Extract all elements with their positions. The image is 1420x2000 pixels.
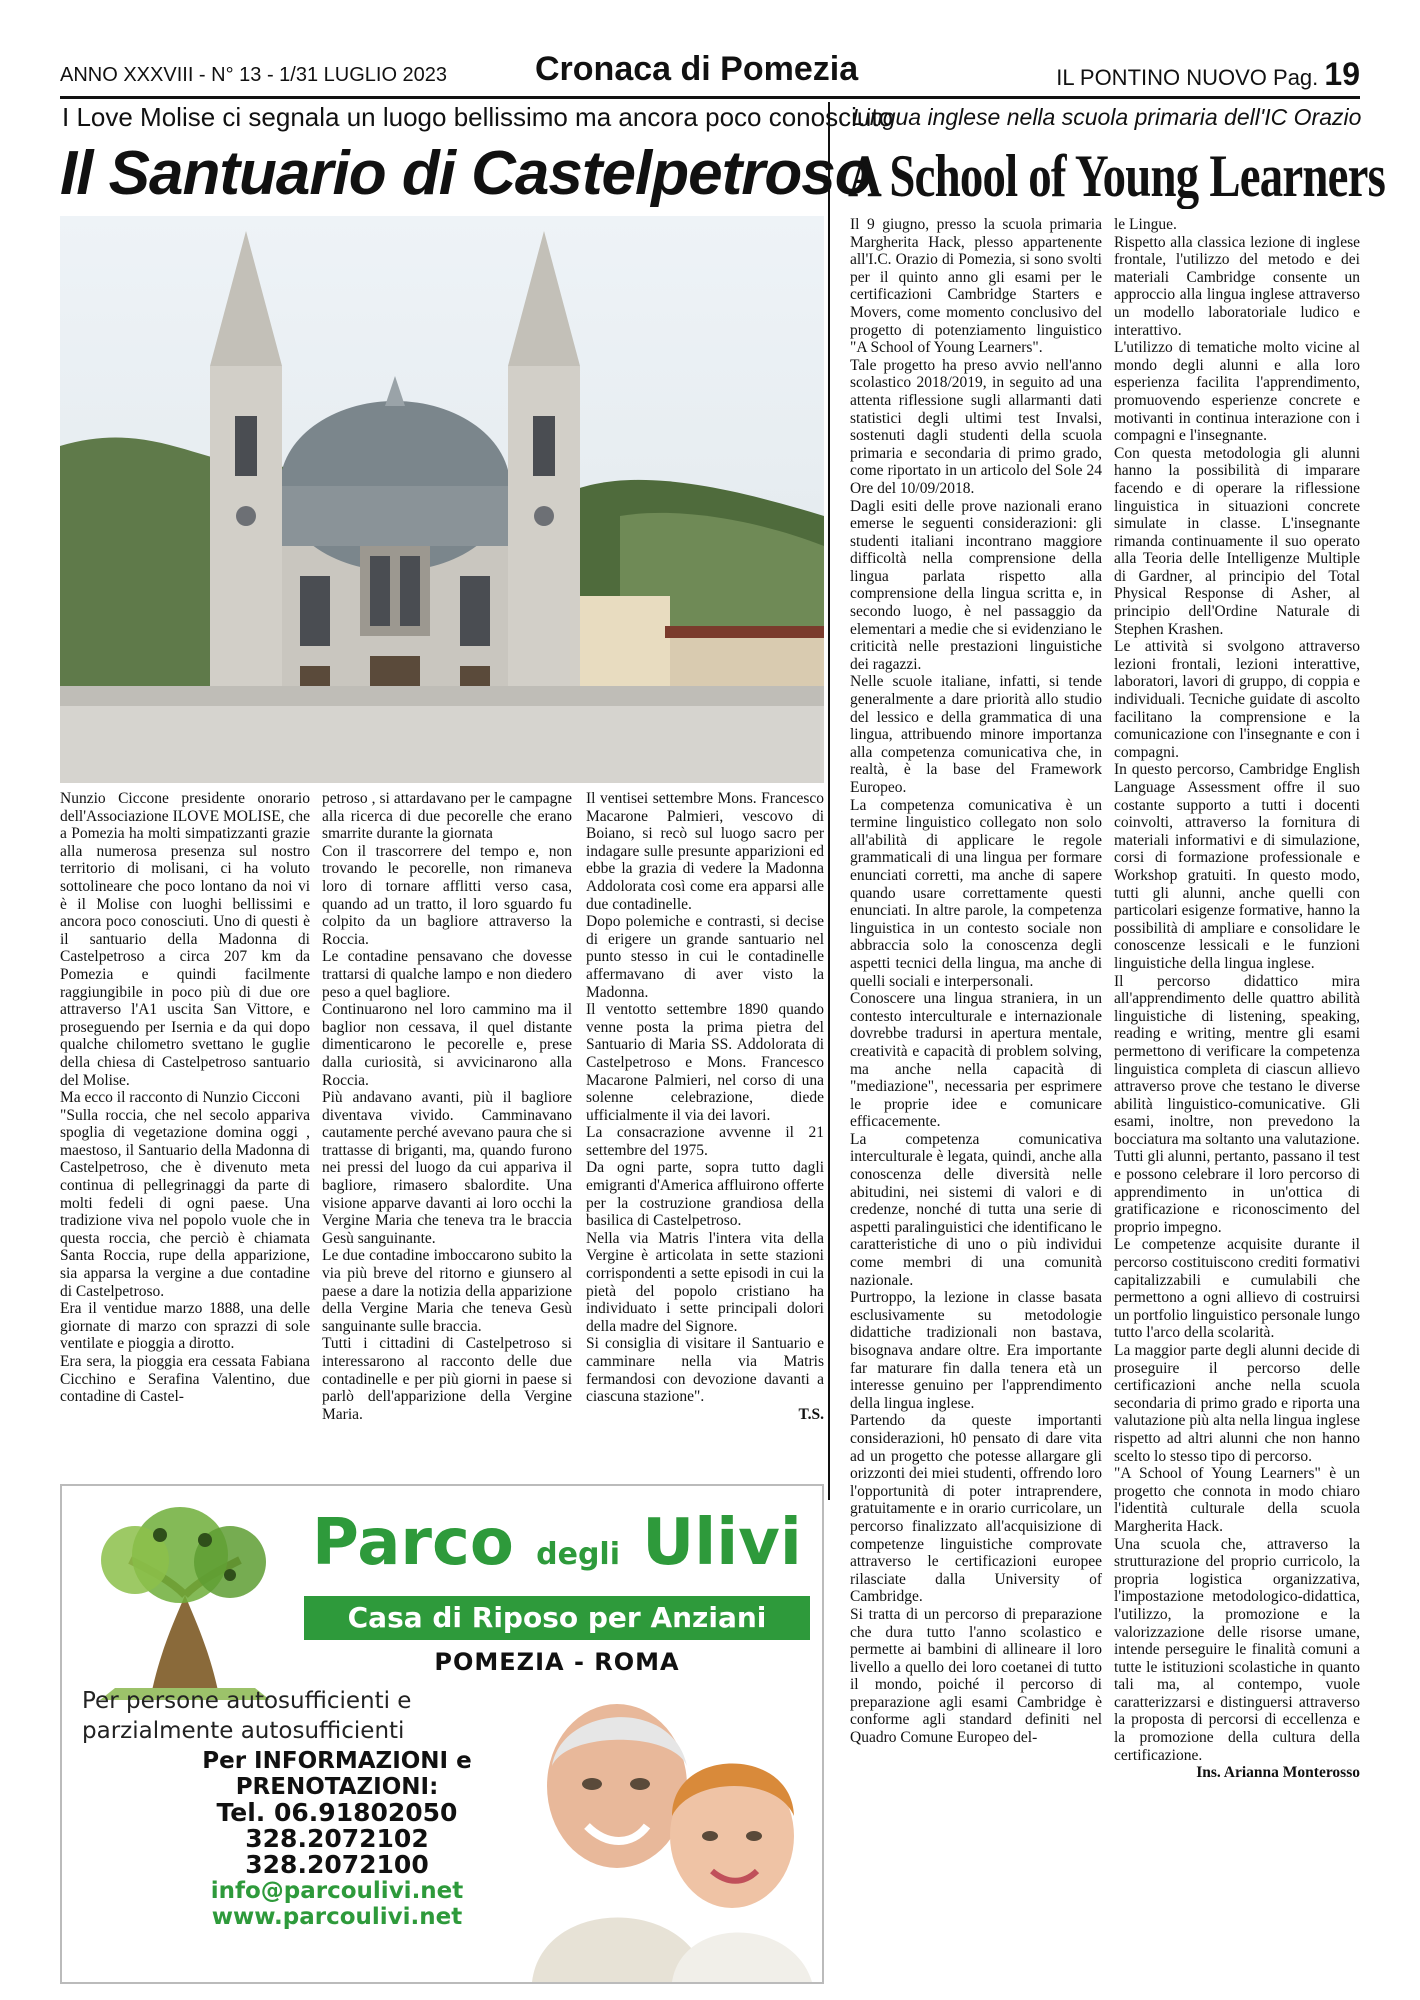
publication-name: IL PONTINO NUOVO Pag. [1056, 65, 1319, 90]
brand-word-3: Ulivi [642, 1506, 802, 1580]
ad-brand-name [312, 1506, 802, 1580]
column-divider [828, 102, 830, 1500]
right-article-column-2 [1114, 216, 1360, 1986]
paragraph: Era sera, la pioggia era cessata Fabiana Cicchino e Serafina Valentino, due contadine di Castel- [60, 1353, 310, 1406]
paragraph: Il percorso didattico mira all'apprendimento delle quattro abilità linguistiche di listening, speaking, reading e writing, mentre gli esami permettono di verificare la competenza linguistica completa di ciascun allievo attraverso prove che testano le diverse abilità linguistico-comunicative. Gli esami, inoltre, non prevedono la bocciatura ma soltanto una valutazione. [1114, 972, 1360, 1148]
paragraph: Più andavano avanti, più il bagliore diventava vivido. Camminavano cautamente perché avevano paura che si trattasse di briganti, ma, quando furono nei pressi del luogo da cui appariva il bagliore, rimasero sbalordite. Una visione apparve davanti ai loro occhi la Vergine Maria che teneva tra le braccia Gesù sanguinante. [322, 1089, 572, 1247]
paragraph: Nella via Matris l'intera vita della Vergine è articolata in sette stazioni corrispondenti a sette episodi in cui la pietà del popolo cristiano ha individuato i sette principali dolori della madre del Signore. [586, 1229, 824, 1335]
ad-website-link[interactable]: www.parcoulivi.net [211, 1904, 463, 1930]
left-article-column-1 [60, 790, 310, 1465]
paragraph: Si consiglia di visitare il Santuario e camminare nella via Matris fermandosi con devozione davanti a ciascuna stazione". [586, 1335, 824, 1406]
paragraph: Il ventisei settembre Mons. Francesco Macarone Palmieri, vescovo di Boiano, si recò sul luogo sacro per indagare sulle presunte apparizioni ed ebbe la grazia di vedere la Madonna Addolorata così come era apparsi alle due contadinelle. [586, 790, 824, 913]
sanctuary-photo [60, 216, 824, 783]
page-number: 19 [1324, 56, 1360, 92]
brand-word-1: Parco [312, 1506, 514, 1580]
left-article-column-2 [322, 790, 572, 1465]
paragraph: Purtroppo, la lezione in classe basata esclusivamente su metodologie didattiche tradizionali non bastava, bisognava andare oltre. Era importante far maturare fin dalla tenera età un interesse genuino per l'apprendimento della lingua inglese. [850, 1289, 1102, 1412]
paragraph: Ma ecco il racconto di Nunzio Cicconi [60, 1089, 301, 1107]
ad-telephone[interactable]: Tel. 06.91802050 [216, 1798, 458, 1827]
paragraph: La consacrazione avvenne il 21 settembre del 1975. [586, 1124, 824, 1159]
right-article-column-1 [850, 216, 1102, 1986]
paragraph: petroso , si attardavano per le campagne alla ricerca di due pecorelle che erano smarrite durante la giornata [322, 790, 572, 843]
paragraph: La maggior parte degli alunni decide di proseguire il percorso delle certificazioni anche nella scuola secondaria di primo grado e riporta una valutazione più alta nella lingua inglese rispetto ad altri alunni che non hanno scelto lo stesso tipo di percorso. [1114, 1342, 1360, 1465]
header-rule [60, 96, 1360, 99]
publication-info [1056, 56, 1360, 93]
issue-info: ANNO XXXVIII - N° 13 - 1/31 LUGLIO 2023 [60, 64, 448, 86]
right-headline: A School of Young Learners [848, 143, 1386, 209]
olive-tree-icon [80, 1500, 290, 1700]
paragraph: Tale progetto ha preso avvio nell'anno scolastico 2018/2019, in seguito ad una attenta riflessione sugli allarmanti dati statistici degli ultimi test Invalsi, sostenuti dagli studenti della scuola primaria e secondaria di primo grado, come riportato in un articolo del Sole 24 Ore del 10/09/2018. [850, 356, 1102, 497]
paragraph: "A School of Young Learners" è un progetto che connota in modo chiaro l'identità culturale della scuola Margherita Hack. [1114, 1465, 1360, 1535]
paragraph: In questo percorso, Cambridge English Language Assessment offre il suo costante supporto a tutti i docenti coinvolti, attraverso la fornitura di materiali informativi e di simulazione, corsi di formazione professionale e Workshop gratuiti. In questo modo, tutti gli alunni, anche quelli con particolari esigenze formative, hanno la possibilità di ampliare e consolidare le conoscenze lessicali e le funzioni linguistiche della lingua inglese. [1114, 761, 1360, 972]
paragraph: Si tratta di un percorso di preparazione che dura tutto l'anno scolastico e permette ai bambini di allineare il loro livello a quello dei loro coetanei di tutto il mondo, poiché il percorso di preparazione agli esami Cambridge è conforme agli standard definiti nel Quadro Comune Europeo del- [850, 1605, 1102, 1747]
paragraph: Le competenze acquisite durante il percorso costituiscono crediti formativi capitalizzabili e cumulabili che permettono a ogni allievo di costruirsi un portfolio linguistico personale lungo tutto l'arco della scolarità. [1114, 1236, 1360, 1342]
ad-mobile-1[interactable]: 328.2072102 [245, 1824, 429, 1853]
paragraph: Era il ventidue marzo 1888, una delle giornate di marzo con sprazzi di sole ventilate e pioggia a dirotto. [60, 1300, 310, 1353]
section-title: Cronaca di Pomezia [535, 50, 859, 88]
paragraph: le Lingue. [1114, 216, 1177, 233]
ad-city: POMEZIA - ROMA [434, 1648, 680, 1676]
paragraph: Le due contadine imboccarono subito la via più breve del ritorno e giunsero al paese a dare la notizia della apparizione della Vergine Maria che teneva Gesù sanguinante sulle braccia. [322, 1247, 572, 1335]
ad-contact-block [172, 1748, 502, 1930]
paragraph: Tutti gli alunni, pertanto, passano il test e possono celebrare il loro percorso di apprendimento in un'ottica di gratificazione e riconoscimento del proprio impegno. [1114, 1148, 1360, 1236]
ad-subtitle: Casa di Riposo per Anziani [304, 1596, 810, 1640]
paragraph: Conoscere una lingua straniera, in un contesto interculturale e internazionale dovrebbe tradursi in apertura mentale, creatività e capacità di problem solving, ma anche nella capacità di "mediazione", necessaria per esprimere le proprie idee e comunicare efficacemente. [850, 990, 1102, 1131]
ad-audience-line-1: Per persone autosufficienti e [82, 1688, 412, 1714]
paragraph: Il 9 giugno, presso la scuola primaria Margherita Hack, plesso appartenente all'I.C. Orazio di Pomezia, si sono svolti per il quinto anno gli esami per le certificazioni Cambridge Starters e Movers, come momento conclusivo del progetto di potenziamento linguistico "A School of Young Learners". [850, 216, 1102, 357]
paragraph: Con il trascorrere del tempo e, non trovando le pecorelle, non rimaneva loro di tornare afflitti verso casa, quando ad un tratto, il loro sguardo fu colpito da un bagliore attraverso la Roccia. [322, 842, 572, 948]
left-article-column-3 [586, 790, 824, 1470]
ad-email-link[interactable]: info@parcoulivi.net [210, 1878, 464, 1904]
right-article-signature: Ins. Arianna Monterosso [1196, 1764, 1360, 1782]
paragraph: Con questa metodologia gli alunni hanno la possibilità di imparare facendo e di operare la riflessione linguistica in situazioni concrete simulate in classe. L'insegnante rimanda continuamente il suo operato alla Teoria delle Intelligenze Multiple di Gardner, al principio del Total Physical Response di Asher, al principio dell'Ordine Naturale di Stephen Krashen. [1114, 444, 1360, 638]
right-kicker: Lingua inglese nella scuola primaria dell'IC Orazio [852, 104, 1362, 130]
ad-audience-line-2: parzialmente autosufficienti [82, 1718, 405, 1744]
paragraph: Continuarono nel loro cammino ma il baglior non cessava, il quel distante dimenticarono le pecorelle e, prese dalla curiosità, si avvicinarono alla Roccia. [322, 1001, 572, 1089]
paragraph: Da ogni parte, sopra tutto dagli emigranti d'America affluirono offerte per la costruzione grandiosa della basilica di Castelpetroso. [586, 1159, 824, 1230]
paragraph: Una scuola che, attraverso la strutturazione del proprio curricolo, la propria logistica organizzativa, l'impostazione metodologico-didattica, l'utilizzo, la promozione e la valorizzazione delle risorse umane, intende perseguire le finalità comuni a tutte le istituzioni scolastiche in quanto tali ma, al contempo, vuole caratterizzarsi e distinguersi attraverso la proposta di percorsi di eccellenza e la promozione della cultura della certificazione. [1114, 1535, 1360, 1764]
elderly-couple-photo [522, 1676, 822, 1982]
paragraph: Il ventotto settembre 1890 quando venne posta la prima pietra del Santuario di Maria SS. Addolorata di Castelpetroso e Mons. Francesco Macarone Palmieri, nel corso di una solenne celebrazione, diede ufficialmente il via dei lavori. [586, 1001, 824, 1124]
paragraph: La competenza comunicativa interculturale è legata, quindi, anche alla conoscenza delle diversità nelle abitudini, nei sistemi di valori e di credenze, nonché di tutta una serie di aspetti paralinguistici che identificano le caratteristiche di uno o più individui come membri di una comunità nazionale. [850, 1130, 1102, 1289]
paragraph: Rispetto alla classica lezione di inglese frontale, l'utilizzo del metodo e dei materiali Cambridge consente un approccio alla lingua inglese attraverso un modello laboratoriale ludico e interattivo. [1114, 233, 1360, 339]
paragraph: Dopo polemiche e contrasti, si decise di erigere un grande santuario nel punto stesso in cui le contadinelle affermavano di aver visto la Madonna. [586, 913, 824, 1001]
paragraph: Nunzio Ciccone presidente onorario dell'Associazione ILOVE MOLISE, che a Pomezia ha molti simpatizzanti grazie alla numerosa presenza sul nostro territorio di molisani, ci ha voluto sottolineare che poco lontano da noi vi è il Molise con luoghi bellissimi e ancora poco conosciuti. Uno di questi è il santuario della Madonna di Castelpetroso a circa 207 km da Pomezia e quindi facilmente raggiungibile in poco più di due ore attraverso l'A1 uscita San Vittore, e proseguendo per Isernia e da qui dopo qualche chilometro svettano le guglie della chiesa di Castelpetroso santuario del Molise. [60, 790, 310, 1089]
paragraph: Partendo da queste importanti considerazioni, h0 pensato di dare vita ad un progetto che potesse allargare gli orizzonti dei miei studenti, offrendo loro l'opportunità di poter intraprendere, gratuitamente e in orario curricolare, un percorso finalizzato all'acquisizione di competenze linguistiche comprovate attraverso le certificazioni europee rilasciate dalla University of Cambridge. [850, 1412, 1102, 1606]
brand-word-2: degli [536, 1537, 620, 1572]
advertisement [60, 1484, 824, 1984]
left-headline: Il Santuario di Castelpetroso [60, 139, 872, 208]
left-article-signature: T.S. [798, 1405, 824, 1423]
paragraph: Dagli esiti delle prove nazionali erano emerse le seguenti considerazioni: gli studenti italiani incontrano maggiore difficoltà nella comprensione della lingua parlata rispetto alla comprensione della lingua scritta e, in secondo luogo, è nel passaggio da elementari a medie che si evidenziano le criticità nelle prestazioni linguistiche dei ragazzi. [850, 497, 1102, 673]
left-kicker: I Love Molise ci segnala un luogo bellissimo ma ancora poco conosciuto [62, 102, 894, 132]
paragraph: L'utilizzo di tematiche molto vicine al mondo degli alunni e alla loro esperienza facilita l'apprendimento, promuovendo esperienze concrete e motivanti in continua interazione con i compagni e l'insegnante. [1114, 339, 1360, 445]
paragraph: "Sulla roccia, che nel secolo appariva spoglia di vegetazione domina oggi , maestoso, il Santuario della Madonna di Castelpetroso, che è divenuto meta continua di pellegrinaggi da parte di molti fedeli di ogni paese. Una tradizione viva nel popolo vuole che in questa roccia, che perciò è chiamata Santa Roccia, rupe della apparizione, sia apparsa la vergine a due contadine di Castelpetroso. [60, 1106, 310, 1300]
paragraph: La competenza comunicativa è un termine linguistico collegato non solo all'abilità di applicare le regole grammaticali di una lingua per formare enunciati corretti, ma anche di sapere quando usare correttamente questi enunciati. In altre parole, la competenza linguistica in un contesto sociale non abbraccia solo la conoscenza degli aspetti tecnici della lingua, ma anche di quelli sociali e interpersonali. [850, 796, 1102, 990]
paragraph: Nelle scuole italiane, infatti, si tende generalmente a dare priorità allo studio del lessico e della grammatica di una lingua, attribuendo minore importanza alla competenza comunicativa che, in realtà, è la base del Framework Europeo. [850, 673, 1102, 796]
paragraph: Tutti i cittadini di Castelpetroso si interessarono al racconto delle due contadinelle e per più giorni in paese si parlò dell'apparizione della Vergine Maria. [322, 1335, 572, 1423]
ad-mobile-2[interactable]: 328.2072100 [245, 1850, 429, 1879]
paragraph: Le attività si svolgono attraverso lezioni frontali, lezioni interattive, laboratori, lavori di gruppo, di coppia e individuali. Tecniche guidate di ascolto facilitano la comprensione e la comunicazione con l'insegnante e con i compagni. [1114, 638, 1360, 761]
paragraph: Le contadine pensavano che dovesse trattarsi di qualche lampo e non diedero peso a quel bagliore. [322, 948, 572, 1001]
ad-info-title: Per INFORMAZIONI e PRENOTAZIONI: [202, 1748, 472, 1800]
